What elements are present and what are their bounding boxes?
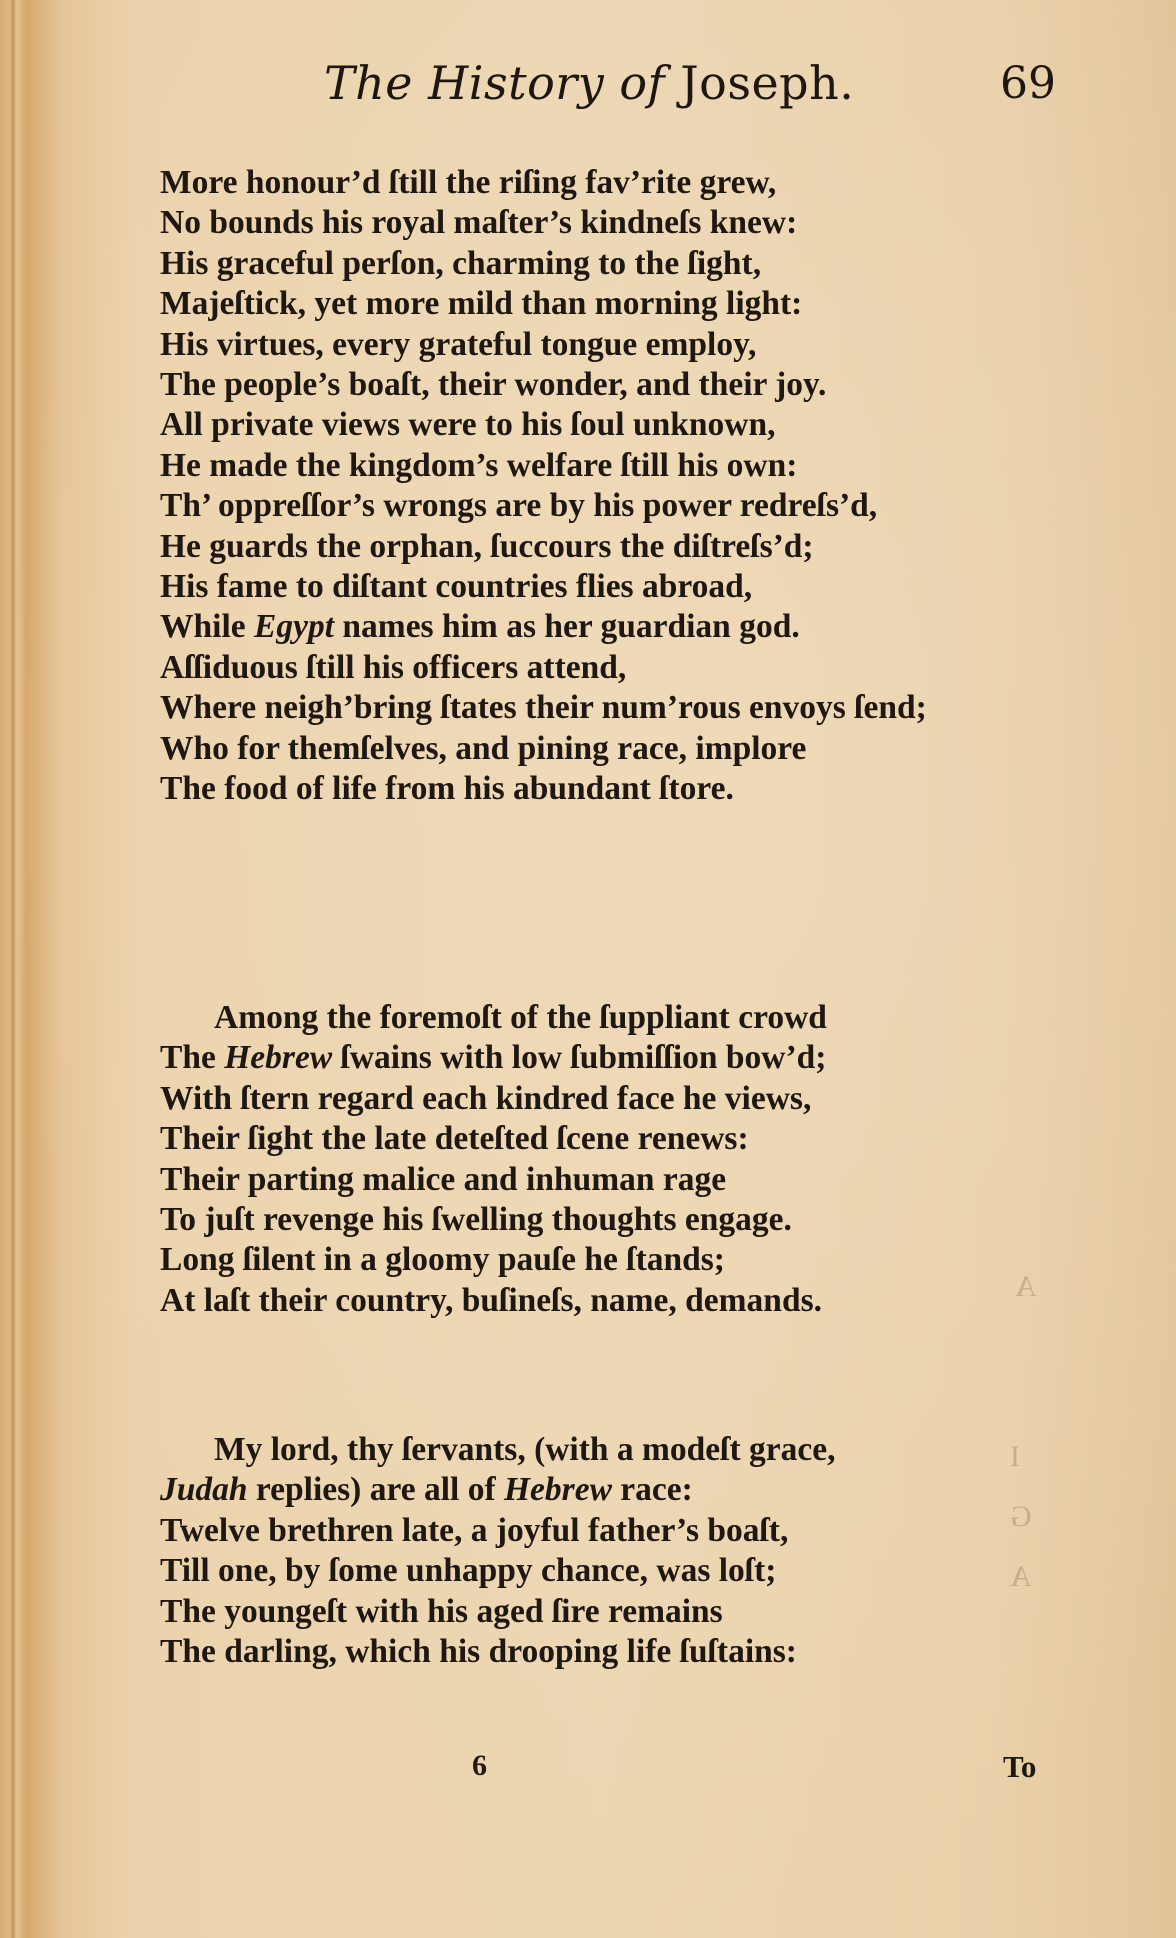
verse-line: Long ſilent in a gloomy pauſe he ſtands;: [160, 1241, 725, 1279]
verse-line: His fame to diſtant countries flies abroad,: [160, 568, 753, 606]
running-title-roman: Joseph.: [680, 56, 855, 110]
verse-text: replies) are all of: [255, 1471, 496, 1509]
verse-italic-egypt: Egypt: [254, 608, 335, 646]
bleed-through-mark: G: [1010, 1500, 1032, 1533]
verse-line: He made the kingdom’s welfare ſtill his own:: [160, 446, 798, 484]
verse-line: The food of life from his abundant ſtore.: [160, 770, 734, 808]
verse-line: Their ſight the late deteſted ſcene renews:: [160, 1120, 749, 1158]
bleed-through-mark: A: [1010, 1560, 1032, 1593]
verse-text: names him as her guardian god.: [342, 608, 800, 646]
verse-line: Their parting malice and inhuman rage: [160, 1160, 727, 1198]
verse-line-egypt: [160, 607, 1040, 647]
verse-italic-hebrew: Hebrew: [503, 1471, 612, 1509]
verse-line: The darling, which his drooping life ſuſtains:: [160, 1633, 797, 1671]
signature-mark: 6: [472, 1749, 487, 1782]
verse-italic-hebrew: Hebrew: [224, 1039, 333, 1077]
verse-line: No bounds his royal maſter’s kindneſs knew:: [160, 204, 798, 242]
page-number: 69: [1000, 58, 1056, 109]
bleed-through-mark: I: [1010, 1440, 1020, 1473]
stanza-3: [160, 1430, 1040, 1672]
verse-line: At laſt their country, buſineſs, name, demands.: [160, 1281, 822, 1319]
verse-line: More honour’d ſtill the riſing fav’rite grew,: [160, 164, 777, 201]
running-header: [0, 56, 1176, 136]
verse-line: With ſtern regard each kindred face he views,: [160, 1079, 812, 1117]
verse-text: ſwains with low ſubmiſſion bow’d;: [340, 1039, 827, 1077]
verse-line: All private views were to his ſoul unknown,: [160, 406, 776, 444]
verse-line-judah: [160, 1470, 1040, 1510]
running-title: [324, 56, 854, 110]
verse-line: He guards the orphan, ſuccours the diſtreſs’d;: [160, 527, 814, 565]
verse-line: Till one, by ſome unhappy chance, was loſt;: [160, 1552, 777, 1590]
running-title-italic: The History of: [324, 56, 666, 110]
verse-line: His graceful perſon, charming to the ſight,: [160, 244, 762, 282]
verse-line: Majeſtick, yet more mild than morning light:: [160, 285, 803, 323]
verse-text: The: [160, 1039, 216, 1077]
stanza-2: [160, 998, 1040, 1321]
verse-line: His virtues, every grateful tongue employ,: [160, 325, 757, 363]
verse-italic-judah: Judah: [160, 1471, 248, 1509]
verse-line: Aſſiduous ſtill his officers attend,: [160, 648, 627, 686]
verse-line-hebrew: [160, 1038, 1040, 1078]
verse-line: The youngeſt with his aged ſire remains: [160, 1592, 723, 1630]
verse-line: To juſt revenge his ſwelling thoughts engage.: [160, 1201, 792, 1239]
spine-shadow: [10, 0, 16, 1938]
verse-line: Th’ oppreſſor’s wrongs are by his power redreſs’d,: [160, 487, 878, 525]
catchword: To: [1003, 1749, 1037, 1784]
stanza-1: [160, 163, 1040, 810]
verse-line: The people’s boaſt, their wonder, and their joy.: [160, 366, 827, 404]
verse-line-first: My lord, thy ſervants, (with a modeſt grace,: [214, 1431, 836, 1468]
verse-line: Twelve brethren late, a joyful father’s boaſt,: [160, 1511, 789, 1549]
verse-line: Where neigh’bring ſtates their num’rous envoys ſend;: [160, 689, 927, 727]
verse-text: While: [160, 608, 246, 646]
verse-line-first: Among the foremoſt of the ſuppliant crowd: [214, 999, 827, 1036]
verse-text: race:: [620, 1471, 693, 1509]
bleed-through-mark: A: [1015, 1270, 1037, 1303]
verse-line: Who for themſelves, and pining race, implore: [160, 729, 807, 767]
